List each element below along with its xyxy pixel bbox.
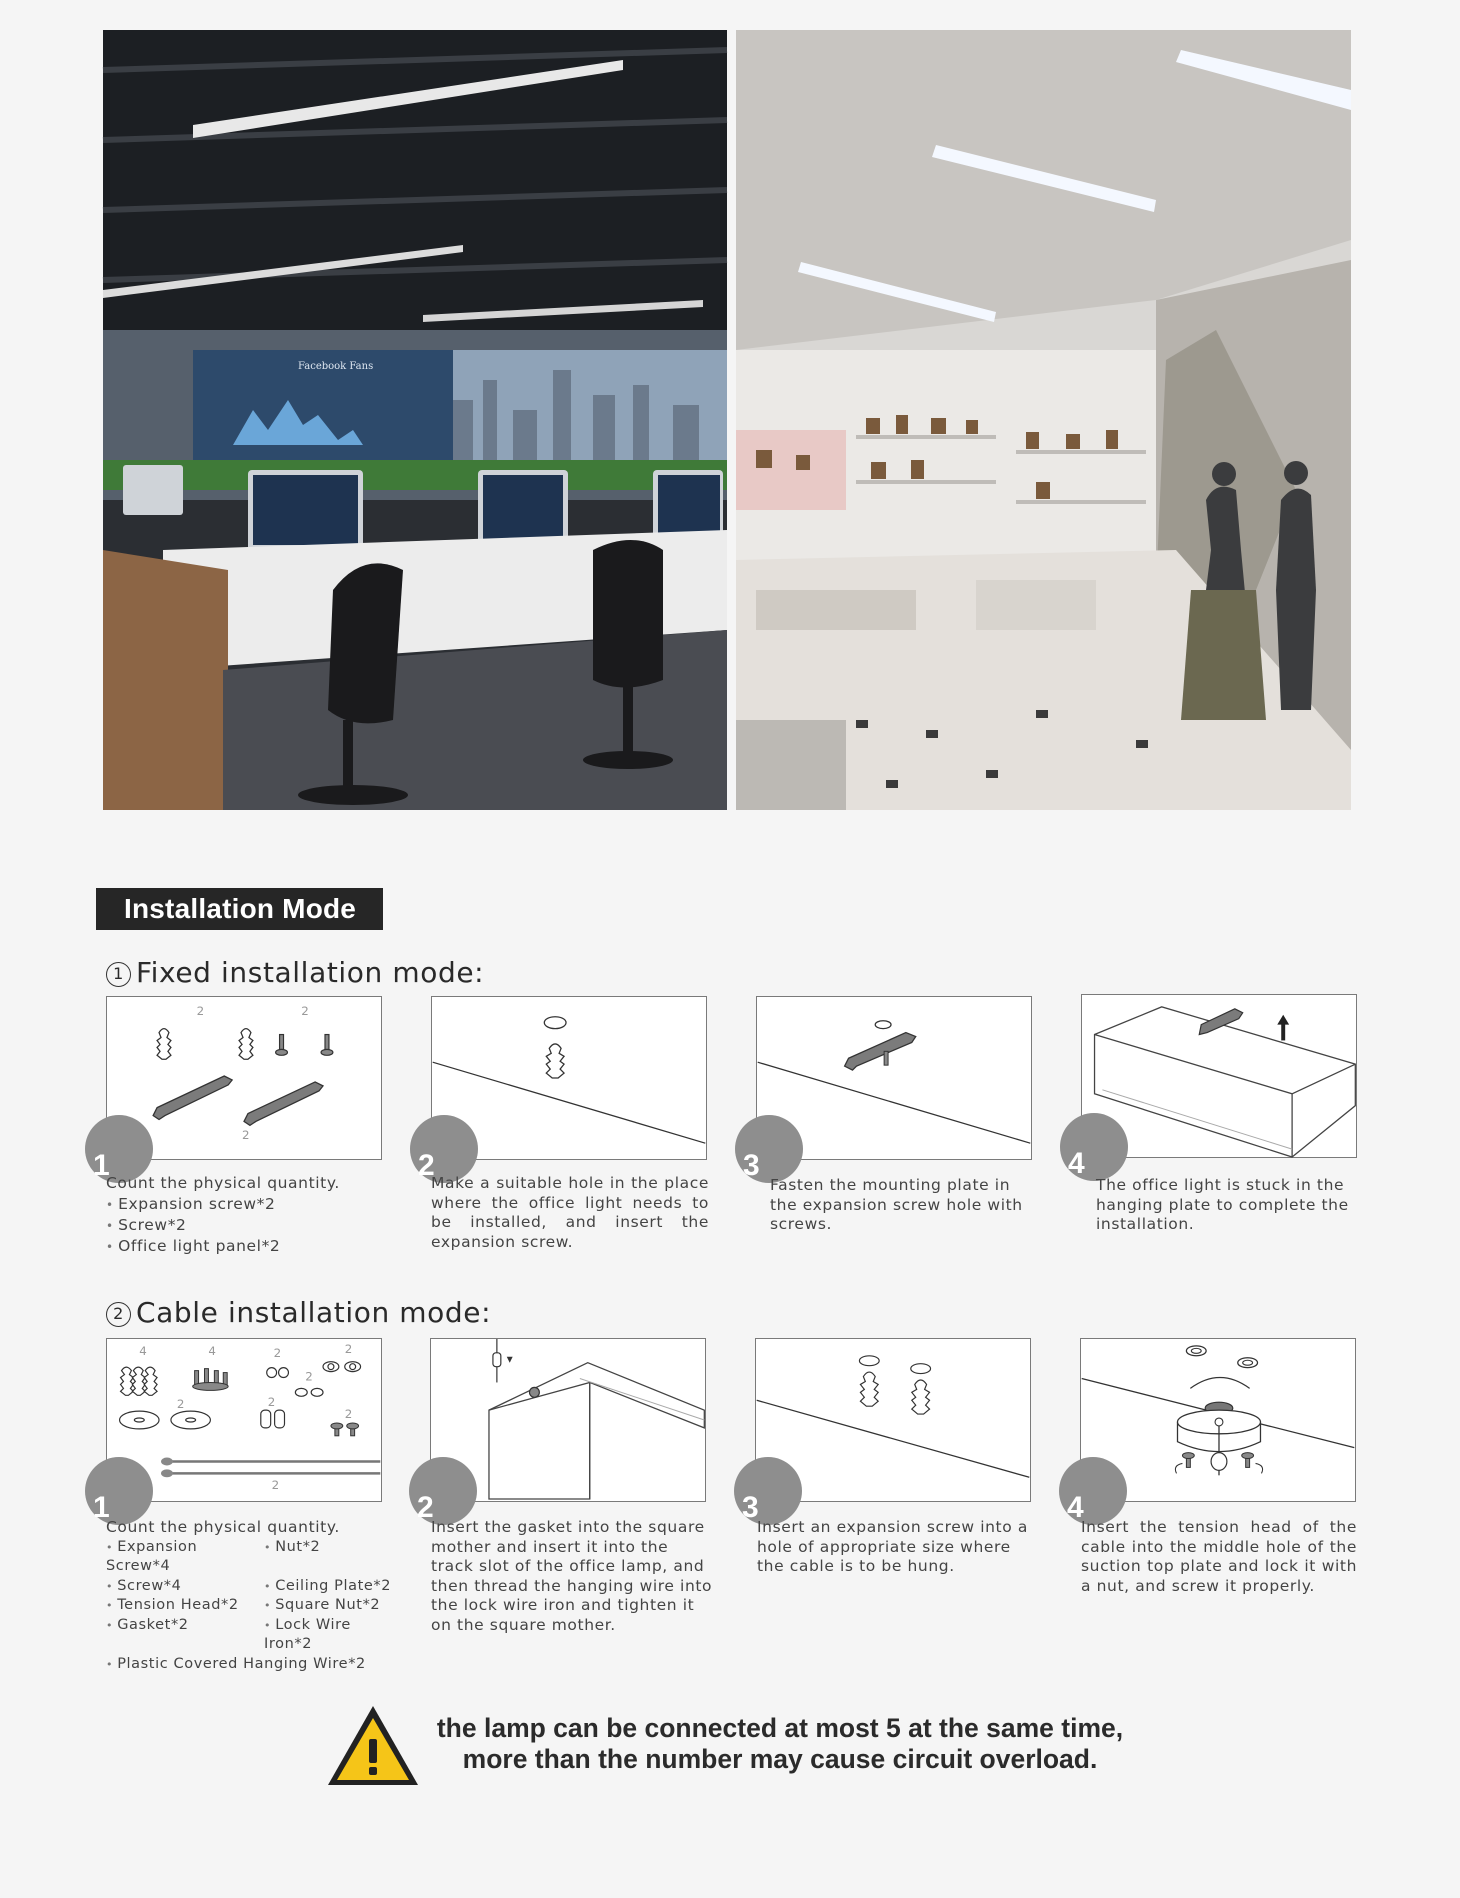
step-number: 1 — [93, 1149, 110, 1182]
step-number-badge — [735, 1115, 803, 1183]
cable-count-3: 2 — [273, 1345, 282, 1360]
fixed-mode-number: 1 — [106, 962, 131, 987]
cable-item: • Screw*4 — [106, 1577, 264, 1597]
cable-step-1-intro: Count the physical quantity. — [106, 1518, 340, 1536]
cable-count-1: 4 — [139, 1343, 147, 1358]
cable-step-3-panel — [742, 1338, 1031, 1524]
cable-step-1-panel — [93, 1338, 382, 1524]
fixed-step-3-text: Fasten the mounting plate in the expansion screw hole with screws. — [770, 1176, 1023, 1233]
step-number-badge — [734, 1457, 802, 1525]
cable-step-4-panel — [1067, 1338, 1356, 1524]
cable-step-4-text: Insert the tension head of the cable into the middle hole of the suction top plate and lock it with a nut, and screw it properly. — [1081, 1518, 1357, 1595]
fixed-count-2: 2 — [301, 1003, 309, 1018]
fixed-count-1: 2 — [196, 1003, 205, 1018]
step-number-badge — [85, 1115, 153, 1183]
boutique-photo — [736, 30, 1351, 810]
warning-line-1: the lamp can be connected at most 5 at the same time, — [436, 1713, 1124, 1743]
step-number-badge — [409, 1457, 477, 1525]
step-number: 4 — [1067, 1491, 1084, 1524]
cable-item: • Tension Head*2 — [106, 1596, 264, 1616]
cable-item: • Plastic Covered Hanging Wire*2 — [106, 1655, 416, 1675]
fixed-mode-title — [106, 956, 484, 989]
cable-step-3-text: Insert an expansion screw into a hole of appropriate size where the cable is to be hung. — [757, 1518, 1028, 1575]
fixed-step-2-panel — [418, 996, 707, 1182]
fixed-item: • Expansion screw*2 — [106, 1194, 388, 1215]
cable-item: • Expansion Screw*4 — [106, 1538, 264, 1577]
step-number-badge — [1059, 1457, 1127, 1525]
step-number: 2 — [418, 1149, 435, 1182]
fixed-step-4-text: The office light is stuck in the hanging plate to complete the installation. — [1096, 1176, 1349, 1233]
step-number: 4 — [1068, 1147, 1085, 1180]
fixed-step-3-panel — [743, 996, 1032, 1182]
fixed-step-2-text: Make a suitable hole in the place where the office light needs to be installed, and insert the expansion screw. — [431, 1174, 709, 1251]
section-heading: Installation Mode — [96, 888, 383, 930]
cable-count-4: 2 — [344, 1341, 353, 1356]
cable-count-7: 2 — [267, 1395, 276, 1410]
fixed-mode-title-text: Fixed installation mode: — [136, 956, 485, 989]
step-number: 3 — [742, 1491, 759, 1524]
cable-step-2-panel — [417, 1338, 706, 1524]
cable-mode-title-text: Cable installation mode: — [136, 1296, 492, 1329]
cable-item: • Nut*2 — [264, 1538, 404, 1577]
warning-line-2: more than the number may cause circuit overload. — [462, 1744, 1098, 1774]
cable-mode-number: 2 — [106, 1302, 131, 1327]
cable-count-6: 2 — [176, 1397, 185, 1412]
cable-count-9: 2 — [271, 1478, 280, 1493]
fixed-step-1-intro: Count the physical quantity. — [106, 1174, 340, 1192]
office-photo — [103, 30, 727, 810]
fixed-step-1-text — [106, 1174, 388, 1257]
cable-item: • Square Nut*2 — [264, 1596, 404, 1616]
cable-item: • Lock Wire Iron*2 — [264, 1616, 404, 1655]
fixed-count-3: 2 — [242, 1128, 250, 1143]
step-number: 2 — [417, 1491, 434, 1524]
fixed-item: • Office light panel*2 — [106, 1236, 388, 1257]
office-screen-title: Facebook Fans — [298, 361, 374, 372]
cable-item: • Ceiling Plate*2 — [264, 1577, 404, 1597]
step-number-badge — [1060, 1113, 1128, 1181]
fixed-step-1-panel — [93, 996, 382, 1182]
cable-count-8: 2 — [344, 1407, 353, 1422]
step-number-badge — [85, 1457, 153, 1525]
warning-triangle-icon — [325, 1703, 421, 1789]
step-number-badge — [410, 1115, 478, 1183]
warning-message — [420, 1713, 1140, 1775]
step-number: 3 — [743, 1149, 760, 1182]
cable-item: • Gasket*2 — [106, 1616, 264, 1655]
fixed-item: • Screw*2 — [106, 1215, 388, 1236]
cable-count-2: 4 — [208, 1343, 216, 1358]
fixed-step-4-panel — [1068, 994, 1357, 1180]
step-number: 1 — [93, 1491, 110, 1524]
cable-count-5: 2 — [305, 1369, 313, 1384]
cable-step-2-text: Insert the gasket into the square mother and insert it into the track slot of the office lamp, and then thread the hanging wire into the lock wire iron and tighten it on the square mother. — [431, 1518, 713, 1634]
cable-parts-list — [106, 1538, 416, 1655]
cable-step-1-text — [106, 1518, 416, 1674]
cable-mode-title — [106, 1296, 491, 1329]
